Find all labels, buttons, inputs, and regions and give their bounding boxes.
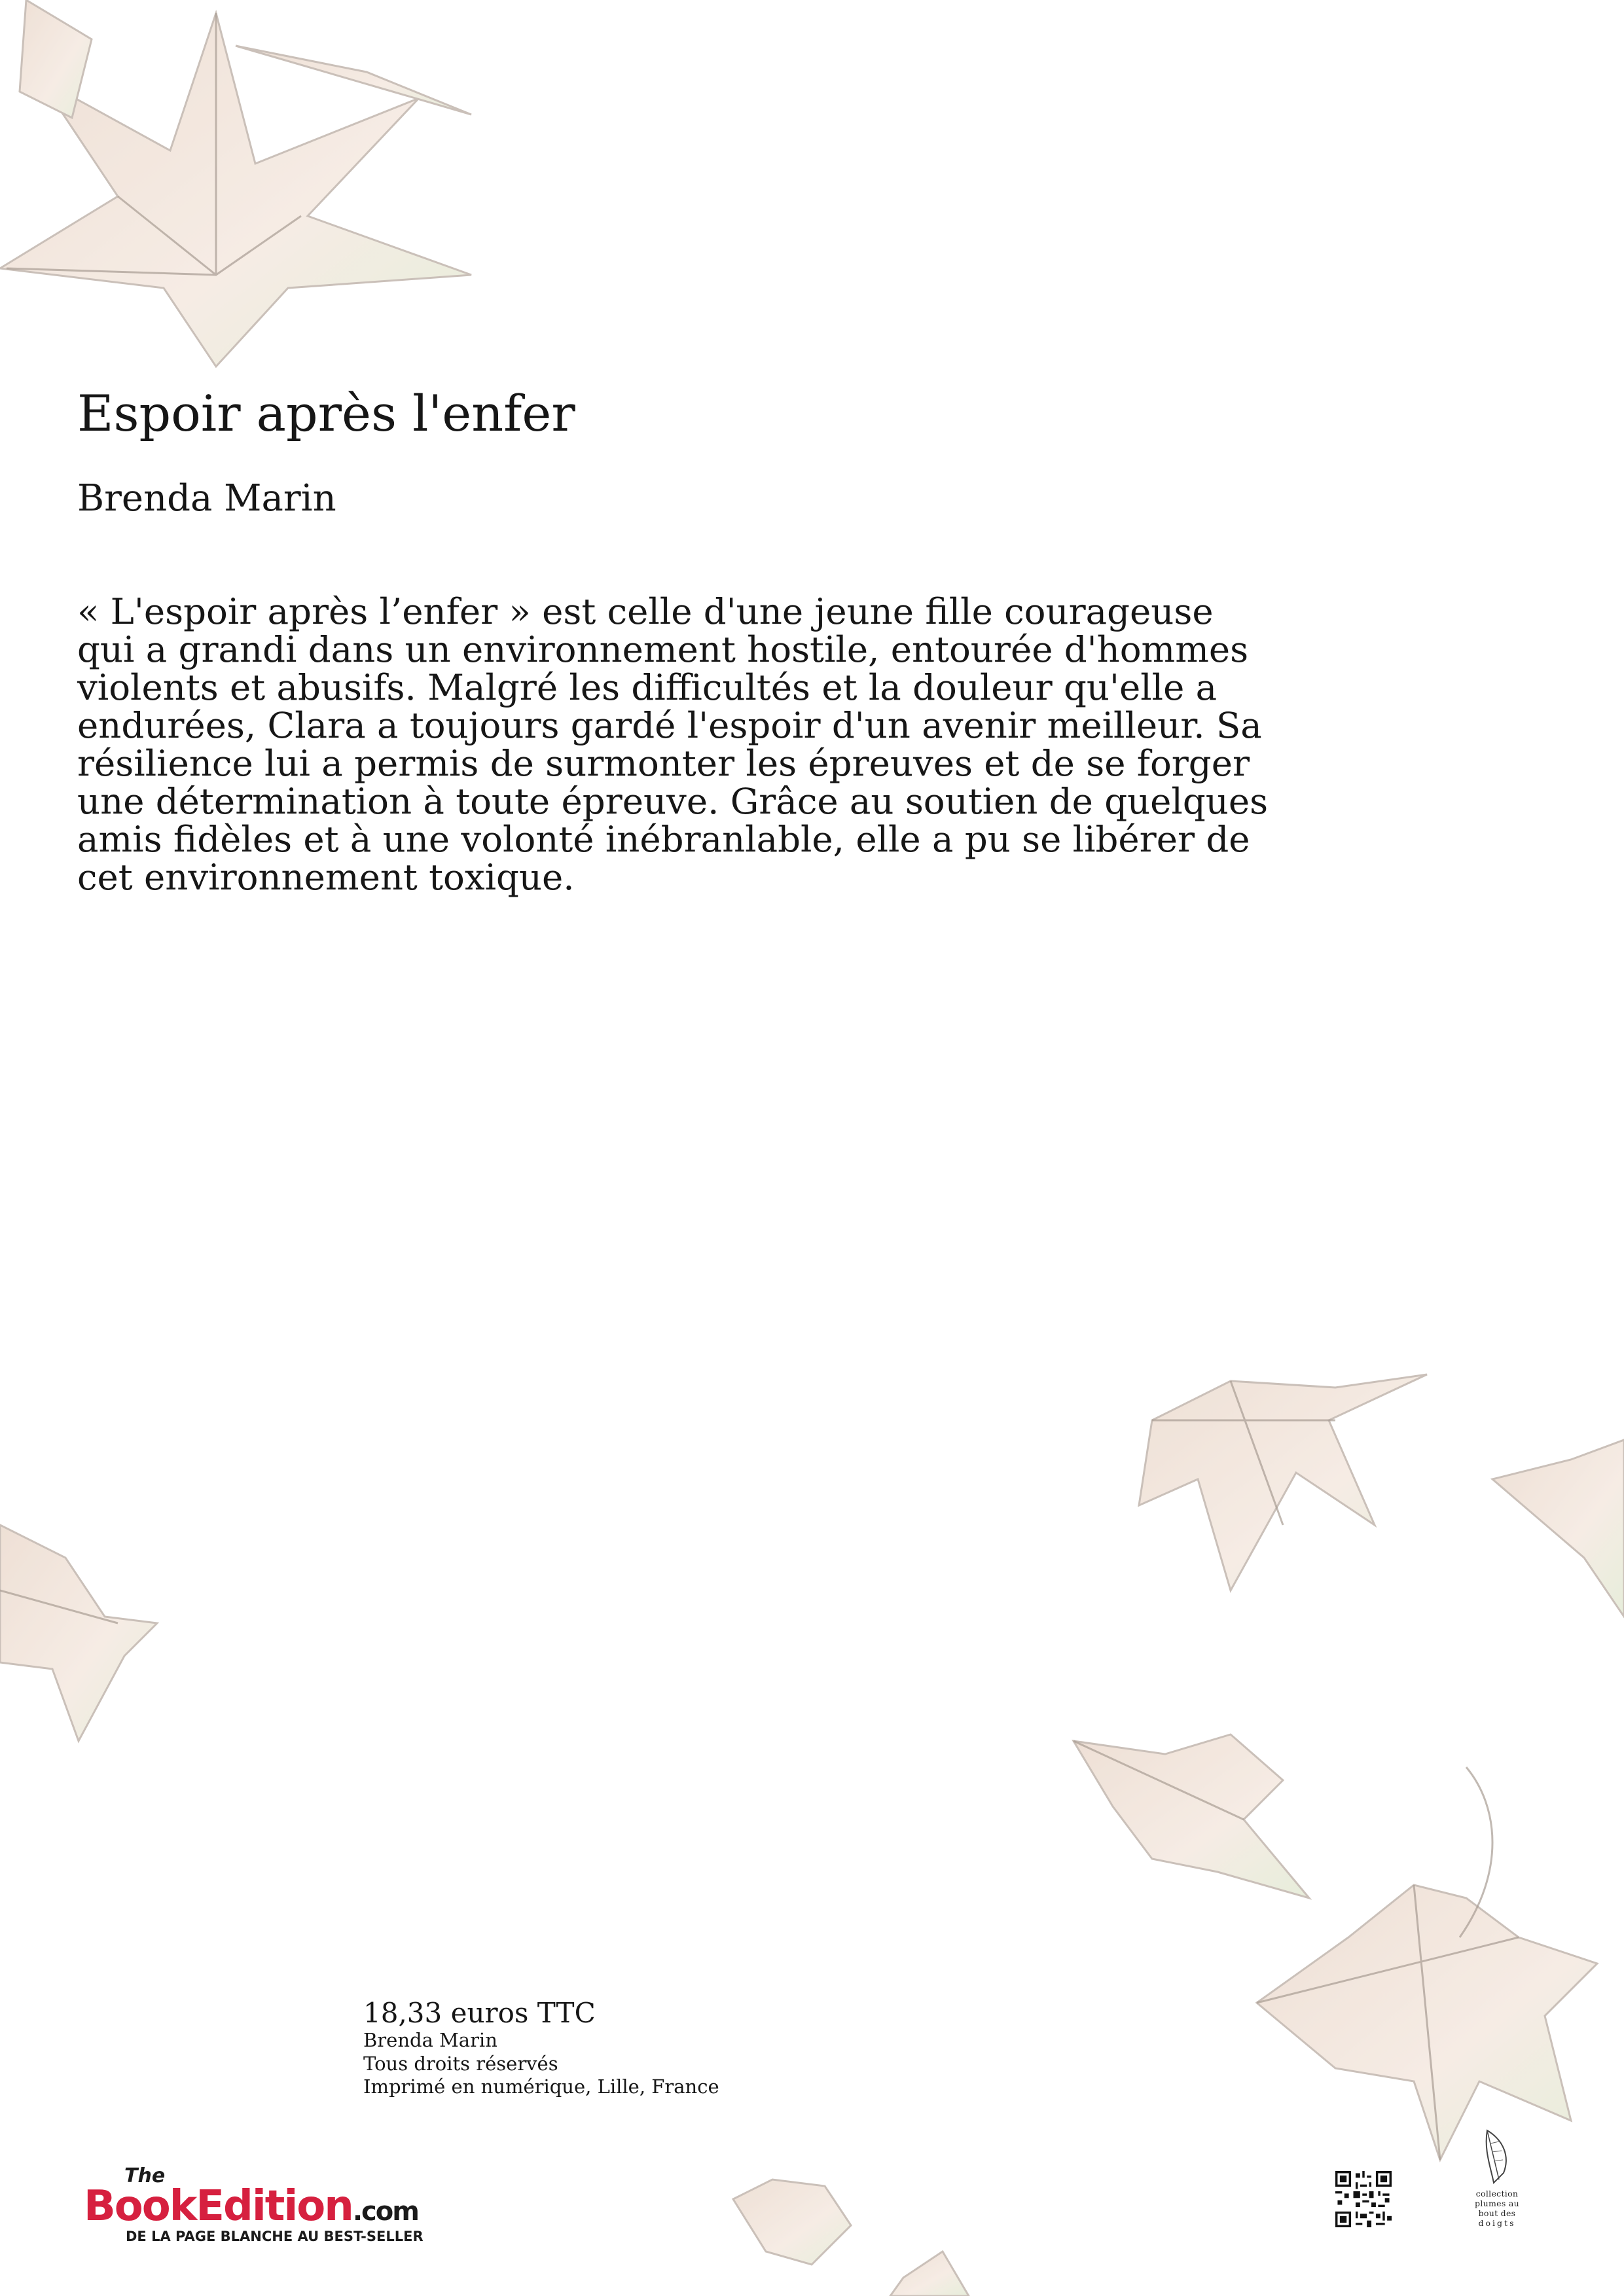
book-author: Brenda Marin (77, 477, 336, 520)
imprint-author: Brenda Marin (363, 2029, 497, 2052)
logo-book: BookEditi (84, 2182, 297, 2231)
imprint-printed: Imprimé en numérique, Lille, France (363, 2075, 719, 2098)
price-label: 18,33 euros TTC (363, 1997, 596, 2029)
collection-line-1: collection (1475, 2189, 1519, 2198)
collection-mark (1461, 2127, 1533, 2228)
book-summary: « L'espoir après l’enfer » est celle d'une jeune fille courageuse qui a grandi dans un environnement hostile, entourée d'hommes violents et abusifs. Malgré les difficultés et la douleur qu'elle a endurées, Clara a toujours gardé l'espoir d'un avenir meilleur. Sa résilience lui a permis de surmonter les épreuves et de se forger une détermination à toute épreuve. Grâce au soutien de quelques amis fidèles et à une volonté inébranlable, elle a pu se libérer de cet environnement toxique. (77, 590, 1269, 898)
logo-com: .com (352, 2197, 418, 2227)
collection-line-3: bout des (1478, 2208, 1516, 2218)
logo-bookedition (84, 2182, 418, 2231)
logo-on: on (297, 2182, 353, 2231)
leaf-top-arm (236, 46, 471, 115)
logo-tagline: DE LA PAGE BLANCHE AU BEST-SELLER (126, 2229, 424, 2244)
imprint-rights: Tous droits réservés (363, 2052, 558, 2075)
leaf-top-left-small (20, 0, 92, 118)
collection-line-2: plumes au (1475, 2198, 1519, 2208)
leaf-right-edge (1492, 1440, 1624, 1617)
feather-icon (1474, 2127, 1520, 2186)
collection-line-4: doigts (1478, 2218, 1516, 2228)
logo-the: The (124, 2164, 166, 2187)
leaf-bottom-center (733, 2179, 851, 2265)
leaf-left-middle (0, 1525, 157, 1741)
leaf-center-right (1074, 1734, 1309, 1898)
book-title: Espoir après l'enfer (77, 384, 575, 442)
qr-code-icon (1335, 2171, 1392, 2227)
bookedition-logo (84, 2160, 477, 2245)
leaf-bottom-edge (890, 2251, 969, 2296)
leaf-right-upper (1139, 1374, 1427, 1590)
imprint-block (363, 1998, 719, 2098)
